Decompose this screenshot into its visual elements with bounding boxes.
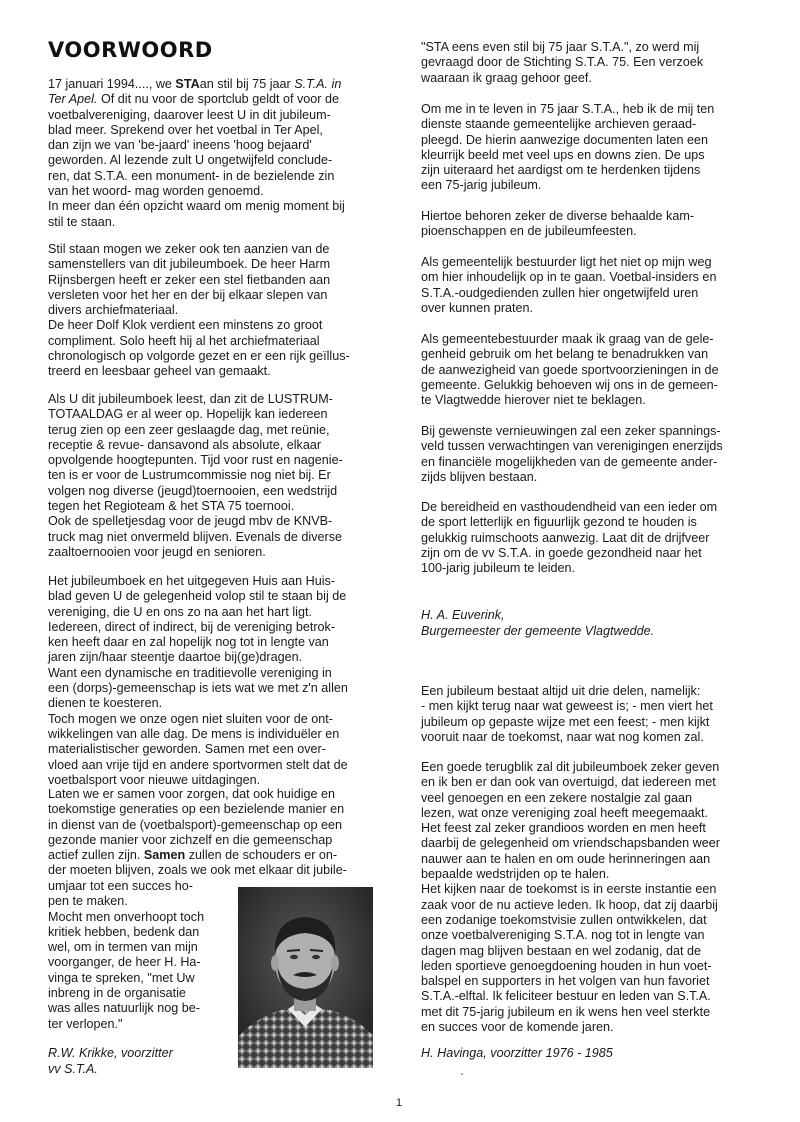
page-title: VOORWOORD	[48, 38, 213, 62]
right-paragraph-1: "STA eens even stil bij 75 jaar S.T.A.", zo werd mij gevraagd door de Stichting S.T.A. 75. Een verzoek waaraan ik graag gehoor geef.	[421, 40, 704, 85]
right-paragraph-8: Een jubileum bestaat altijd uit drie delen, namelijk: - men kijkt terug naar wat geweest is; - men viert het jubileum op gepaste wijze met een feest; - men kijkt vooruit naar de toekomst, naar wat nog komen zal.	[421, 684, 713, 744]
right-paragraph-9: Een goede terugblik zal dit jubileumboek zeker geven en ik ben er dan ook van overtuigd, dat iedereen met veel genoegen en een zekere nostalgie zal gaan lezen, wat onze vereniging zoal heeft meegemaakt. Het feest zal zeker grandioos worden en men heeft daarbij de gelegenheid om vriendschapsbanden weer nauwer aan te halen en om oude herinneringen aan bepaalde wedstrijden op te halen. Het kijken naar de toekomst is in eerste instantie een zaak voor de nu actieve leden. Ik hoop, dat zij daarbij een zodanige toekomstvisie zullen ontwikkelen, dat onze voetbalvereniging S.T.A. nog tot in lengte van dagen mag blijven bestaan en wel zodanig, dat de leden sportieve genoegdoening houden in hun voet- balspel en supporters in het volgen van hun favoriet S.T.A.-elftal. Ik feliciteer bestuur en leden van S.T.A. met dit 75-jarig jubileum en ik wens hen veel sterkte en succes voor de komende jaren.	[421, 760, 720, 1035]
right-paragraph-2: Om me in te leven in 75 jaar S.T.A., heb ik de mij ten dienste staande gemeentelijke archieven geraad- pleegd. De hierin aanwezige documenten laten een kleurrijk beeld met veel ups en downs zien. De ups zijn uiteraard het aardigst om te herdenken tijdens een 75-jarig jubileum.	[421, 102, 715, 193]
right-paragraph-5: Als gemeentebestuurder maak ik graag van de gele- genheid gebruik om het belang te benadrukken van de aanwezigheid van goede sportvoorzieningen in de gemeente. Gelukkig behoeven wij ons in de gemeen- te Vlagtwedde hierover niet te beklagen.	[421, 332, 719, 408]
page-number: 1	[396, 1097, 403, 1109]
right-paragraph-3: Hiertoe behoren zeker de diverse behaalde kam- pioenschappen en de jubileumfeesten.	[421, 209, 695, 239]
right-paragraph-4: Als gemeentelijk bestuurder ligt het niet op mijn weg om hier inhoudelijk op in te gaan. Voetbal-insiders en S.T.A.-oudgedienden zullen hier ongetwijfeld uren over kunnen praten.	[421, 255, 717, 315]
scan-speck	[461, 1073, 463, 1075]
left-paragraph-2: Stil staan mogen we zeker ook ten aanzien van de samenstellers van dit jubileumboek. De heer Harm Rijnsbergen heeft er zeker een stel fietbanden aan versleten voor het her en der bij elkaar slepen van divers archiefmateriaal. De heer Dolf Klok verdient een minstens zo groot compliment. Solo heeft hij al het archiefmateriaal chronologisch op volgorde gezet en er een rijk geïllus- treerd en leesbaar geheel van gemaakt.	[48, 242, 350, 379]
left-signature: R.W. Krikke, voorzitter vv S.T.A.	[48, 1046, 173, 1076]
left-paragraph-4: Het jubileumboek en het uitgegeven Huis aan Huis- blad geven U de gelegenheid volop stil te staan bij de vereniging, die U en ons zo na aan het hart ligt. Iedereen, direct of indirect, bij de vereniging betrok- ken heeft daar en zal hopelijk nog tot in lengte van jaren zijn/haar steentje daartoe bij(ge)dragen. Want een dynamische en traditievolle vereniging in een (dorps)-gemeenschap is iets wat we met z'n allen dienen te koesteren. Toch mogen we onze ogen niet sluiten voor de ont- wikkelingen van alle dag. De mens is individuëler en materialistischer geworden. Samen met een over- vloed aan vrije tijd en andere sportvormen stelt dat de voetbalsport voor nieuwe uitdagingen.	[48, 574, 348, 787]
portrait-photo	[238, 887, 373, 1068]
right-signature-havinga: H. Havinga, voorzitter 1976 - 1985	[421, 1046, 613, 1060]
right-signature-euverink: H. A. Euverink, Burgemeester der gemeente Vlagtwedde.	[421, 608, 655, 638]
left-paragraph-5-narrow: umjaar tot een succes ho- pen te maken. Mocht men onverhoopt toch kritiek hebben, bedenk dan wel, om in termen van mijn voorganger, de heer H. Ha- vinga te spreken, "met Uw inbreng in de organisatie was alles natuurlijk nog be- ter verlopen."	[48, 879, 205, 1031]
portrait-image	[238, 887, 373, 1068]
left-paragraph-3: Als U dit jubileumboek leest, dan zit de LUSTRUM- TOTAALDAG er al weer op. Hopelijk kan iedereen terug zien op een zeer geslaagde dag, met reünie, receptie & revue- dansavond als absolute, elkaar opvolgende hoogtepunten. Tijd voor rust en nagenie- ten is er voor de Lustrumcommissie nog niet bij. Er volgen nog diverse (jeugd)toernooien, een wedstrijd tegen het Regioteam & het STA 75 toernooi. Ook de spelletjesdag voor de jeugd mbv de KNVB- truck mag niet onvermeld blijven. Evenals de diverse zaaltoernooien voor jeugd en senioren.	[48, 392, 343, 559]
left-paragraph-5: Laten we er samen voor zorgen, dat ook huidige en toekomstige generaties op een bezielende manier en in dienst van de (voetbalsport)-gemeenschap op een gezonde manier voor zichzelf en die gemeenschap actief zullen zijn. Samen zullen de schouders er on- der moeten blijven, zoals we ook met elkaar dit jubile-	[48, 787, 347, 878]
right-paragraph-6: Bij gewenste vernieuwingen zal een zeker spannings- veld tussen verwachtingen van verenigingen enerzijds en financiële mogelijkheden van de gemeente ander- zijds blijven bestaan.	[421, 424, 723, 484]
right-paragraph-7: De bereidheid en vasthoudendheid van een ieder om de sport letterlijk en figuurlijk gezond te houden is gelukkig ruimschoots aanwezig. Laat dit de drijfveer zijn om de vv S.T.A. in goede gezondheid naar het 100-jarig jubileum te leiden.	[421, 500, 718, 576]
left-paragraph-1: 17 januari 1994...., we STAan stil bij 75 jaar S.T.A. in Ter Apel. Of dit nu voor de sportclub geldt of voor de voetbalvereniging, daarover leest U in dit jubileum- blad meer. Sprekend over het voetbal in Ter Apel, dan zijn we van 'be-jaard' ineens 'hoog bejaard' geworden. Al lezende zult U ongetwijfeld conclude- ren, dat S.T.A. een monument- in de bezielende zin van het woord- mag worden genoemd. In meer dan één opzicht waard om menig moment bij stil te staan.	[48, 77, 345, 229]
